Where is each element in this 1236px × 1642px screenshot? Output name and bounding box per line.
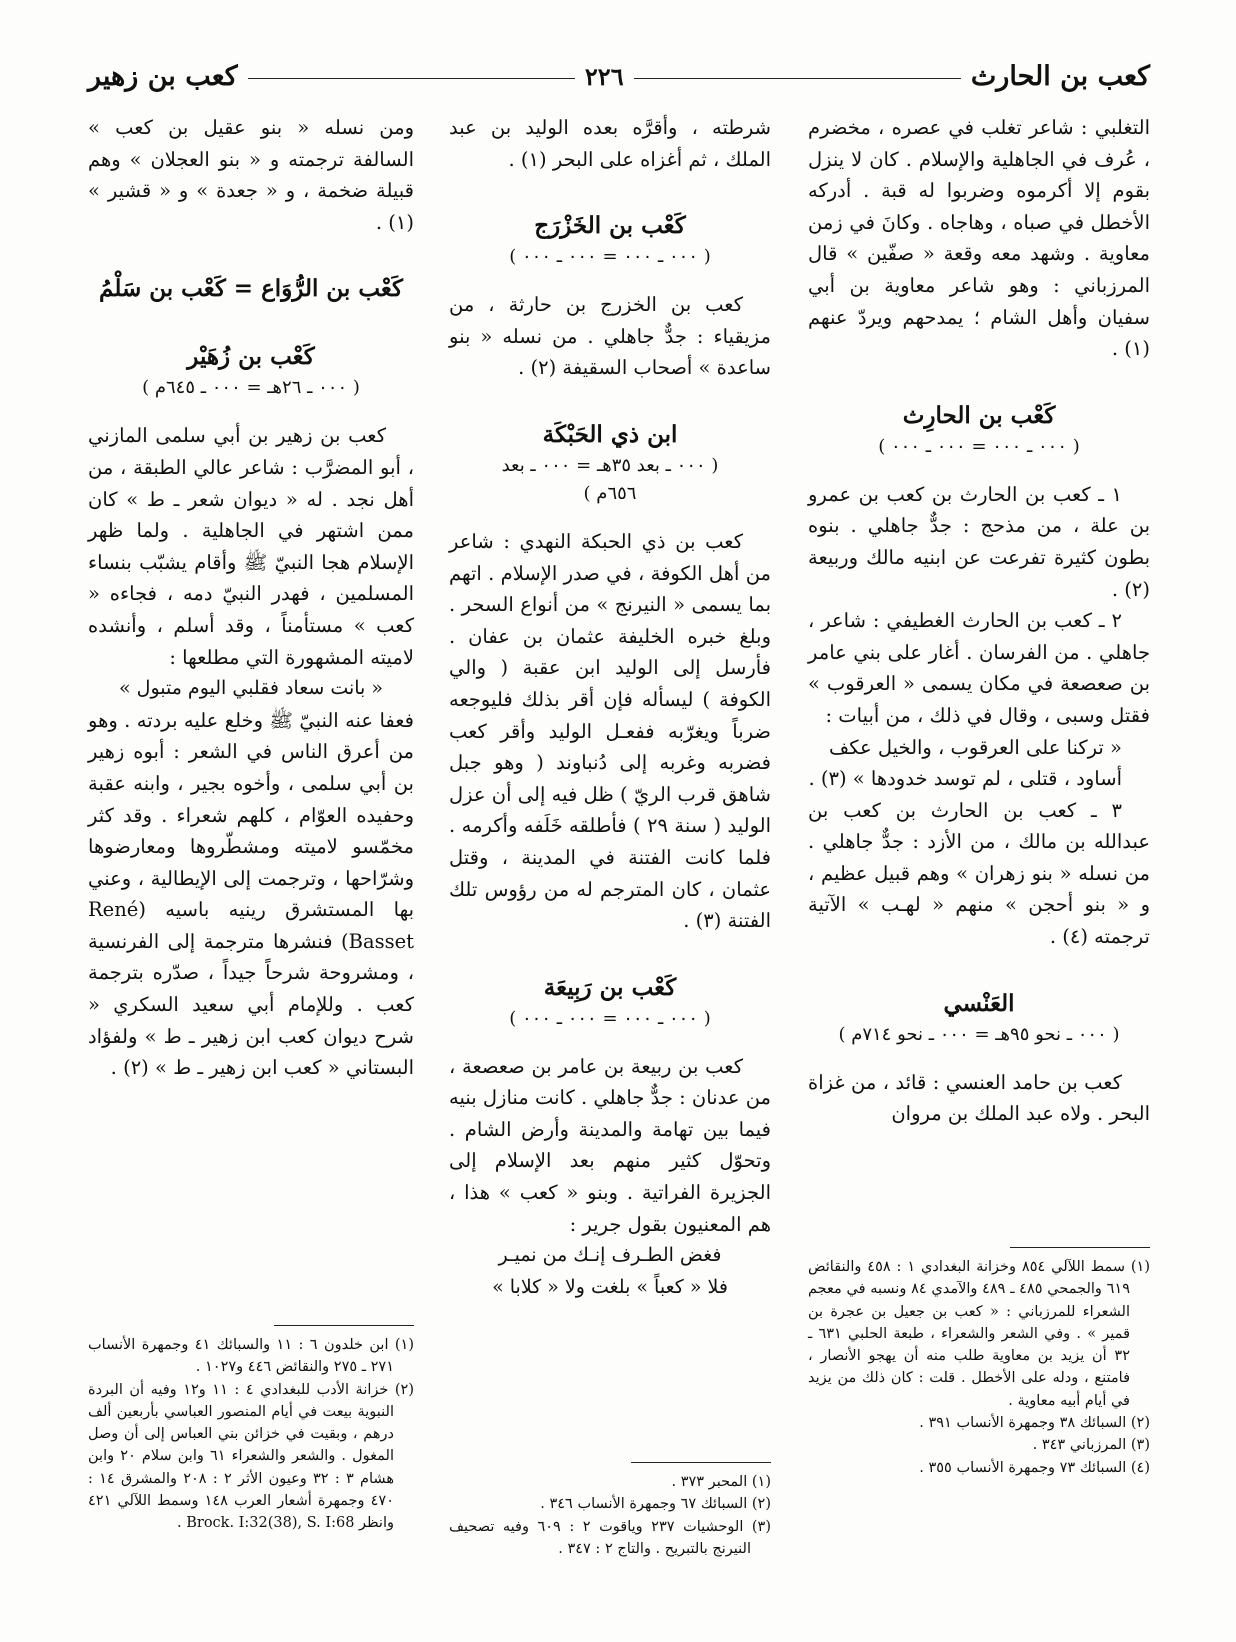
page-number: ٢٢٦ xyxy=(584,61,624,91)
entry-continuation: التغلبي : شاعر تغلب في عصره ، مخضرم ، عُرف في الجاهلية والإسلام . كان لا ينزل بقوم إلا أكرموه وضربوا له قبة . أدركه الأخطل في صباه ، وهاجاه . وكانَ في زمن معاوية . وشهد معه وقعة « صفّين » قال المرزباني : وهو شاعر معاوية بن أبي سفيان وأهل الشام ؛ يمدحهم ويردّ عنهم (١) . xyxy=(808,116,1150,361)
entry-title: ابن ذي الحَبْكَة xyxy=(542,420,678,448)
footnotes-middle xyxy=(449,1471,771,1560)
footnote-rule xyxy=(1010,1247,1150,1248)
entry-dates: ( ٠٠٠ ـ نحو ٩٥هـ = ٠٠٠ ـ نحو ٧١٤م ) xyxy=(838,1023,1120,1045)
header-left-title: كعب بن زهير xyxy=(88,60,238,92)
footnote: (٤) السبائك ٧٣ وجمهرة الأنساب ٣٥٥ . xyxy=(919,1459,1150,1476)
entry-paragraph: ٢ ـ كعب بن الحارث الغطيفي : شاعر ، جاهلي . من الفرسان . أغار على بني عامر بن صعصعة في مكان يسمى « العرقوب » فقتل وسبى ، وقال في ذلك ، من أبيات : xyxy=(808,609,1150,727)
column-left xyxy=(88,112,414,1084)
verse-line: « بانت سعاد فقلبي اليوم متبول » xyxy=(118,677,384,700)
header-rule xyxy=(248,78,575,79)
entry-paragraph: كعب بن الخزرج بن حارثة ، من مزيقياء : جدٌّ جاهلي . من نسله « بنو ساعدة » أصحاب السقيفة (٢) . xyxy=(449,293,771,380)
cross-reference: كَعْب بن الرُّوَاع = كَعْب بن سَلْمُ xyxy=(99,275,403,303)
verse-line: فغض الطـرف إنـك من نميـر xyxy=(498,1244,722,1267)
entry-paragraph: كعب بن ربيعة بن عامر بن صعصعة ، من عدنان : جدٌّ جاهلي . كانت منازل بنيه فيما بين تهامة والمدينة وأرض الشام . وتحوّل كثير منهم بعد الإسلام إلى الجزيرة الفراتية . وبنو « كعب » هذا ، هم المعنيون بقول جرير : xyxy=(449,1054,771,1236)
footnote: (١) ابن خلدون ٦ : ١١ والسبائك ٤١ وجمهرة الأنساب ٢٧١ ـ ٢٧٥ والنقائض ٤٤٦ و١٠٢٧ . xyxy=(88,1337,415,1376)
footnote: (١) سمط اللآلي ٨٥٤ وخزانة البغدادي ١ : ٤٥٨ والنقائض ٦١٩ والجمحي ٤٨٥ ـ ٤٨٩ والآمدي ٨٤ ونسبه في معجم الشعراء للمرزباني : « كعب بن جعيل بن عجرة بن قمير » . وفي الشعر والشعراء ، طبعة الحلبي ٦٣١ ـ ٣٢ أن يزيد بن معاوية طلب منه أن يهجو الأنصار ، فامتنع ، ودله على الأخطل . قلت : كان ذلك من يزيد في أيام أبيه معاوية . xyxy=(808,1259,1150,1409)
footnote-rule xyxy=(274,1325,414,1326)
footnote: (٣) الوحشيات ٢٣٧ وياقوت ٢ : ٦٠٩ وفيه تصحيف النيرنج بالتبريح . والتاج ٢ : ٣٤٧ . xyxy=(449,1518,771,1557)
footnote-rule xyxy=(631,1462,771,1463)
footnote: (٢) السبائك ٦٧ وجمهرة الأنساب ٣٤٦ . xyxy=(540,1496,771,1513)
footnote: (٢) خزانة الأدب للبغدادي ٤ : ١١ و١٢ وفيه أن البردة النبوية بيعت في أيام المنصور العباسي بأربعين ألف درهم ، وبقيت في خزائن بني العباس إلى أن وصل المغول . والشعر والشعراء ٦١ وابن سلام ٢٠ وابن هشام ٣ : ٣٢ وعيون الأثر ٢ : ٢٠٨ والمشرق ١٤ : ٤٧٠ وجمهرة أشعار العرب ١٤٨ وسمط اللآلي ٤٢١ وانظر Brock. I:32(38), S. I:68 . xyxy=(88,1381,414,1532)
entry-paragraph: فعفا عنه النبيّ ﷺ وخلع عليه بردته . وهو من أعرق الناس في الشعر : أبوه زهير بن أبي سلمى ، وأخوه بجير ، وابنه عقبة وحفيده العوّام ، كلهم شعراء . وقد كثر مخمّسو لاميته ومشطّروها ومعارضوها وشرّاحها ، وترجمت إلى الإيطالية ، وعني بها المستشرق رينيه باسيه (René Basset) فنشرها مترجمة إلى الفرنسية ، ومشروحة شرحاً جيداً ، صدّره بترجمة كعب . وللإمام أبي سعيد السكري « شرح ديوان كعب ابن زهير ـ ط » ولفؤاد البستاني « كعب ابن زهير ـ ط » (٢) . xyxy=(88,708,414,1080)
entry-continuation: شرطته ، وأقرَّه بعده الوليد بن عبد الملك ، ثم أغزاه على البحر (١) . xyxy=(449,116,771,171)
entry-title: كَعْب بن الخَزْرَج xyxy=(534,212,686,240)
entry-title: كَعْب بن رَبِيعَة xyxy=(543,973,677,1001)
footnote: (٣) المرزباني ٣٤٣ . xyxy=(1032,1437,1150,1454)
entry-dates: ٦٥٦م ) xyxy=(583,482,637,504)
entry-title: كَعْب بن الحارِث xyxy=(902,401,1056,429)
entry-dates: ( ٠٠٠ ـ ٢٦هـ = ٠٠٠ ـ ٦٤٥م ) xyxy=(142,377,360,399)
entry-paragraph: ١ ـ كعب بن الحارث بن كعب بن عمرو بن علة ، من مذحج : جدٌّ جاهلي . بنوه بطون كثيرة تفرعت عن ابنيه مالك وربيعة (٢) . xyxy=(808,482,1150,601)
footnotes-right xyxy=(808,1256,1150,1479)
column-right xyxy=(808,112,1150,1130)
footnote: (١) المحبر ٣٧٣ . xyxy=(671,1474,771,1490)
entry-dates: ( ٠٠٠ ـ ٠٠٠ = ٠٠٠ ـ ٠٠٠ ) xyxy=(878,435,1080,457)
entry-dates: ( ٠٠٠ ـ ٠٠٠ = ٠٠٠ ـ ٠٠٠ ) xyxy=(509,1007,711,1029)
entry-continuation: ومن نسله « بنو عقيل بن كعب » السالفة ترجمته و « بنو العجلان » وهم قبيلة ضخمة ، و « جعدة » و « قشير » (١) . xyxy=(88,116,414,234)
entry-paragraph: كعب بن ذي الحبكة النهدي : شاعر من أهل الكوفة ، في صدر الإسلام . اتهم بما يسمى « النيرنج » من أنواع السحر . وبلغ خبره الخليفة عثمان بن عفان . فأرسل إلى الوليد ابن عقبة ( والي الكوفة ) ليسأله فإن أقر بذلك فليوجعه ضرباً ويغرّبه ففعـل الوليد وأقر كعب فضربه وغربه إلى دُنباوند ( وهو جبل شاهق قرب الريّ ) ظل فيه إلى أن عزل الوليد ( سنة ٢٩ ) فأطلقه خَلَفه وأكرمه . فلما كانت الفتنة في المدينة ، وقتل عثمان ، كان المترجم له من رؤوس تلك الفتنة (٣) . xyxy=(449,529,771,933)
entry-paragraph: كعب بن زهير بن أبي سلمى المازني ، أبو المضرَّب : شاعر عالي الطبقة ، من أهل نجد . له « ديوان شعر ـ ط » كان ممن اشتهر في الجاهلية . ولما ظهر الإسلام هجا النبيّ ﷺ وأقام يشبّب بنساء المسلمين ، فهدر النبيّ دمه ، فجاءه « كعب » مستأمناً ، وقد أسلم ، وأنشده لاميته المشهورة التي مطلعها : xyxy=(88,424,414,669)
entry-title: العَنْسي xyxy=(943,989,1015,1017)
footnote: (٢) السبائك ٣٨ وجمهرة الأنساب ٣٩١ . xyxy=(919,1415,1150,1432)
verse-line: فلا « كعباً » بلغت ولا « كلابا » xyxy=(492,1275,728,1298)
verse-line: أساود ، قتلى ، لم توسد خدودها » (٣) . xyxy=(808,767,1122,791)
header-right-title: كعب بن الحارث xyxy=(970,60,1150,92)
entry-dates: ( ٠٠٠ ـ بعد ٣٥هـ = ٠٠٠ ـ بعد xyxy=(501,454,719,476)
header-rule xyxy=(634,78,961,79)
entry-title: كَعْب بن زُهَيْر xyxy=(187,343,315,371)
column-middle xyxy=(449,112,771,1303)
running-header xyxy=(88,56,1150,96)
entry-paragraph: ٣ ـ كعب بن الحارث بن كعب بن عبدالله بن مالك ، من الأزد : جدٌّ جاهلي . من نسله « بنو زهران » وهم قبيل عظيم ، و « بنو أحجن » منهم « لهـب » الآتية ترجمته (٤) . xyxy=(808,798,1150,949)
verse-line: « تركنا على العرقوب ، والخيل عكف xyxy=(829,735,1122,759)
entry-paragraph: كعب بن حامد العنسي : قائد ، من غزاة البحر . ولاه عبد الملك بن مروان xyxy=(808,1070,1150,1126)
footnotes-left xyxy=(88,1334,414,1535)
entry-dates: ( ٠٠٠ ـ ٠٠٠ = ٠٠٠ ـ ٠٠٠ ) xyxy=(509,246,711,268)
